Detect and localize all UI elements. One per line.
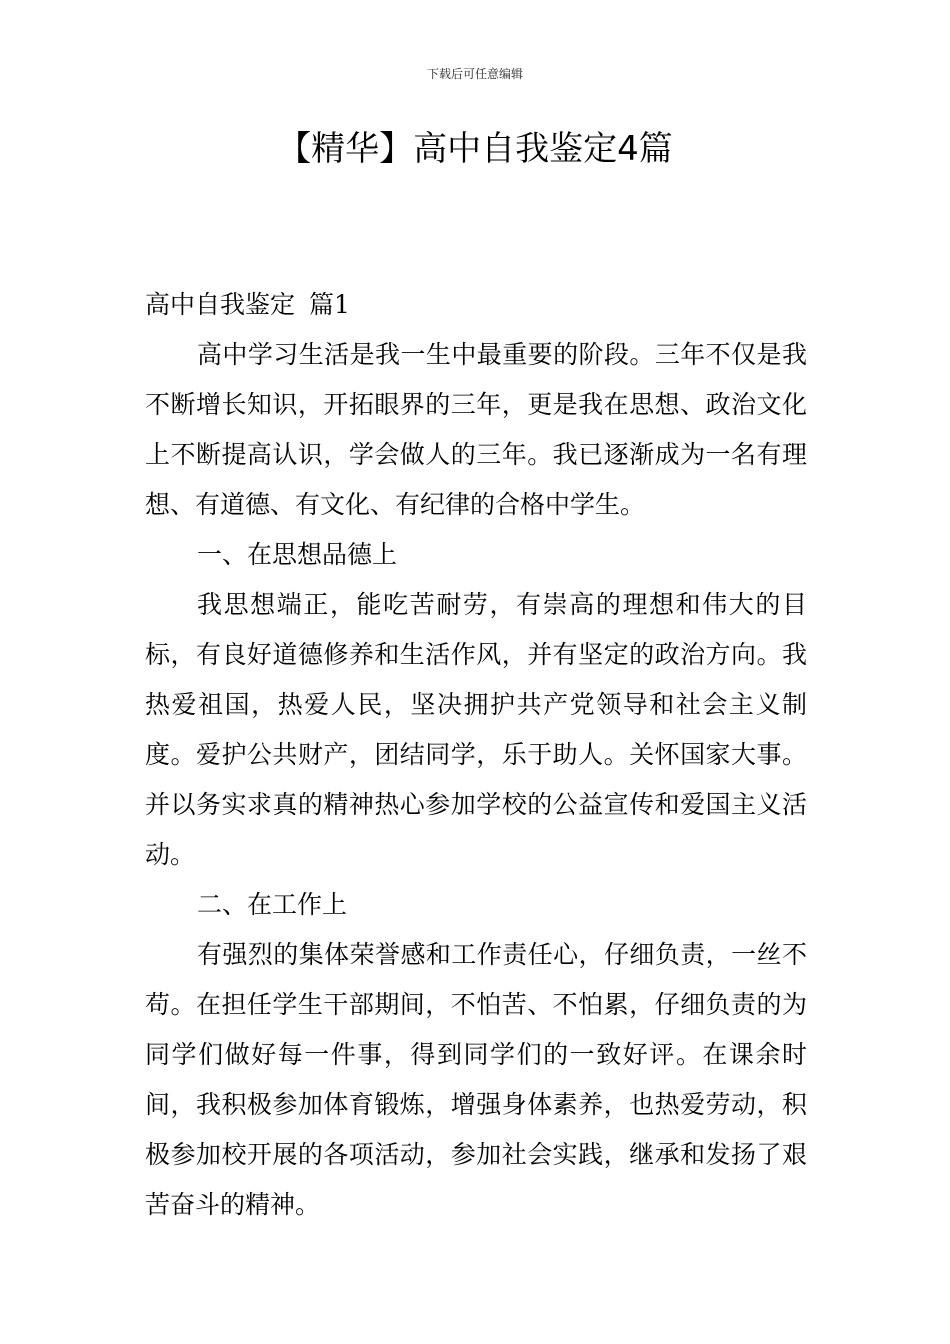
header-note: 下载后可任意编辑 — [426, 67, 523, 81]
paragraph-intro: 高中学习生活是我一生中最重要的阶段。三年不仅是我不断增长知识，开拓眼界的三年，更是我在思想、政治文化上不断提高认识，学会做人的三年。我已逐渐成为一名有理想、有道德、有文化、有纪律的合格中学生。 — [145, 340, 807, 519]
section-heading-label: 高中自我鉴定 — [145, 290, 296, 319]
document-title: 【精华】高中自我鉴定4篇 — [277, 129, 673, 169]
document-body — [145, 280, 807, 1230]
subheading-work: 二、在工作上 — [197, 890, 348, 919]
paragraph-thought-morality: 我思想端正，能吃苦耐劳，有崇高的理想和伟大的目标，有良好道德修养和生活作风，并有坚定的政治方向。我热爱祖国，热爱人民，坚决拥护共产党领导和社会主义制度。爱护公共财产，团结同学，乐于助人。关怀国家大事。并以务实求真的精神热心参加学校的公益宣传和爱国主义活动。 — [145, 590, 807, 869]
paragraph-work: 有强烈的集体荣誉感和工作责任心，仔细负责，一丝不苟。在担任学生干部期间，不怕苦、不怕累，仔细负责的为同学们做好每一件事，得到同学们的一致好评。在课余时间，我积极参加体育锻炼，增强身体素养，也热爱劳动，积极参加校开展的各项活动，参加社会实践，继承和发扬了艰苦奋斗的精神。 — [145, 940, 807, 1219]
section-heading — [145, 280, 807, 330]
subheading-thought-morality: 一、在思想品德上 — [197, 540, 398, 569]
section-heading-number: 篇1 — [309, 290, 350, 319]
